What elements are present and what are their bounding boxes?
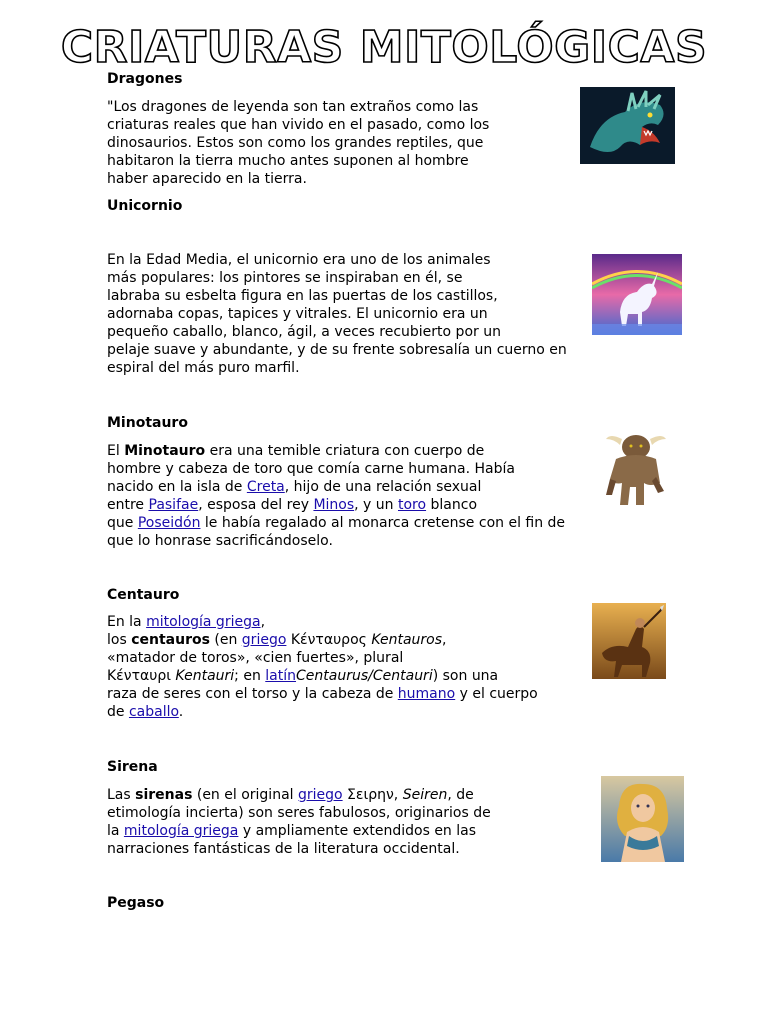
section-heading-pegaso: Pegaso [107,895,165,911]
text-line: más populares: los pintores se inspiraban en él, se [107,270,463,286]
minotaur-image [600,425,672,513]
link-pasifae[interactable]: Pasifae [148,497,199,513]
link-toro[interactable]: toro [397,497,427,513]
text-line [107,631,538,649]
text-line: que lo honrase sacrificándoselo. [107,533,333,549]
link-griego[interactable]: griego [298,787,343,803]
text: y el cuerpo [455,686,538,702]
italic-term: Seiren [402,787,448,803]
section-heading-minotauro: Minotauro [107,415,188,431]
paragraph-sirena [107,786,491,858]
text: los [107,632,132,648]
section-heading-sirena: Sirena [107,759,158,775]
text: (en el original [192,787,298,803]
text: de [107,704,129,720]
text-line: «matador de toros», «cien fuertes», plural [107,650,404,666]
bold-term: sirenas [135,787,193,803]
text: , [442,632,447,648]
text: El [107,443,125,459]
text: Σειρην, [342,787,403,803]
link-creta[interactable]: Creta [246,479,285,495]
paragraph-unicornio [107,251,567,377]
paragraph-dragones [107,98,489,188]
text: Κένταυρι [107,668,176,684]
text-line [107,685,538,703]
text-line [107,496,565,514]
text: , [260,614,266,630]
section-heading-centauro: Centauro [107,587,180,603]
text-line: "Los dragones de leyenda son tan extraños como las [107,99,479,115]
link-caballo[interactable]: caballo [128,704,179,720]
text: y ampliamente extendidos en las [238,823,477,839]
text: , de [447,787,474,803]
mermaid-image [601,776,684,862]
text-line: labraba su esbelta figura en las puertas de los castillos, [107,288,498,304]
text-line [107,613,538,631]
link-poseidon[interactable]: Poseidón [137,515,201,531]
text-line: hombre y cabeza de toro que comía carne humana. Había [107,461,515,477]
text: la [107,823,124,839]
centaur-image [592,603,666,679]
text-line [107,703,538,721]
text-line: espiral del más puro marfil. [107,360,300,376]
text: ) son una [432,668,499,684]
text-line [107,667,538,685]
text-line: narraciones fantásticas de la literatura occidental. [107,841,460,857]
dragon-image [580,87,675,164]
text: Κένταυρος [286,632,372,648]
text: , esposa del rey [198,497,314,513]
text: entre [107,497,149,513]
text-line [107,822,491,840]
text-line: En la Edad Media, el unicornio era uno de los animales [107,252,491,268]
italic-term: Kentauri [175,668,235,684]
text-line: etimología incierta) son seres fabulosos, originarios de [107,805,491,821]
text: blanco [426,497,478,513]
text-line [107,514,565,532]
text-line: haber aparecido en la tierra. [107,171,307,187]
text-line: pelaje suave y abundante, y de su frente sobresalía un cuerno en [107,342,567,358]
text-line: dinosaurios. Estos son como los grandes reptiles, que [107,135,484,151]
text: , hijo de una relación sexual [284,479,482,495]
text-line: criaturas reales que han vivido en el pasado, como los [107,117,490,133]
link-humano[interactable]: humano [397,686,456,702]
text-line: adornaba copas, tapices y vitrales. El unicornio era un [107,306,488,322]
page-title: CRIATURAS MITOLÓGICAS [60,22,708,73]
link-griego[interactable]: griego [241,632,287,648]
bold-term: Minotauro [124,443,206,459]
unicorn-image [592,254,682,335]
text: Las [107,787,136,803]
text: le había regalado al monarca cretense con el fin de [200,515,566,531]
text: . [178,704,184,720]
text: (en [209,632,242,648]
link-minos[interactable]: Minos [313,497,355,513]
text: era una temible criatura con cuerpo de [205,443,485,459]
text: ; en [234,668,266,684]
text-line: pequeño caballo, blanco, ágil, a veces recubierto por un [107,324,501,340]
text-line [107,442,565,460]
link-mitologia-griega[interactable]: mitología griega [123,823,239,839]
text: En la [107,614,147,630]
paragraph-centauro [107,613,538,721]
link-mitologia-griega[interactable]: mitología griega [146,614,261,630]
section-heading-dragones: Dragones [107,71,183,87]
text-line: habitaron la tierra mucho antes suponen al hombre [107,153,469,169]
italic-term: Kentauros [371,632,443,648]
section-heading-unicornio: Unicornio [107,198,183,214]
text-line [107,786,491,804]
text: , y un [354,497,398,513]
paragraph-minotauro [107,442,565,550]
text-line [107,478,565,496]
text: nacido en la isla de [107,479,247,495]
bold-term: centauros [131,632,210,648]
italic-term: Centaurus/Centauri [296,668,433,684]
text: que [107,515,138,531]
text: raza de seres con el torso y la cabeza de [107,686,398,702]
link-latin[interactable]: latín [265,668,297,684]
